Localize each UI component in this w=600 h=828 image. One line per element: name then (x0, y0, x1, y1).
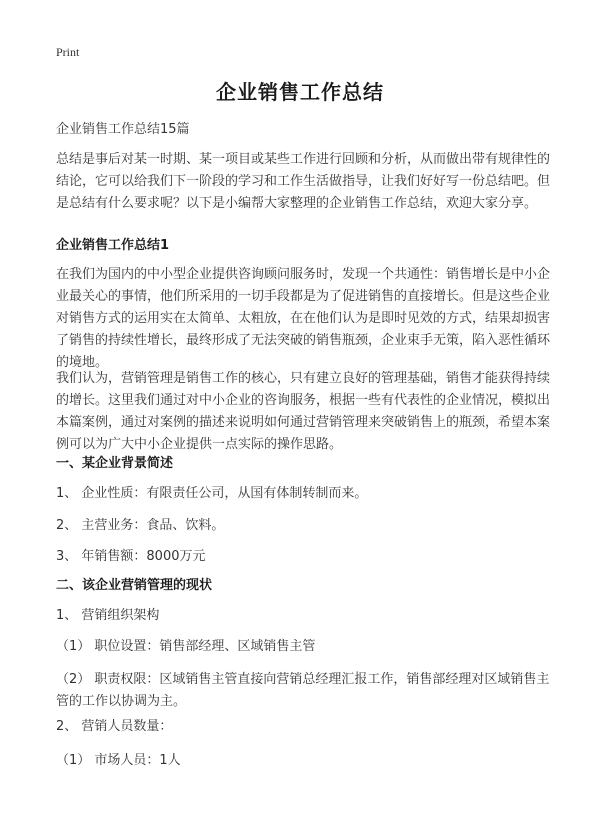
intro-paragraph: 总结是事后对某一时期、某一项目或某些工作进行回顾和分析，从而做出带有规律性的结论，它可以给我们下一阶段的学习和工作生活做指导，让我们好好写一份总结吧。但是总结有什么要求呢？以下是小编帮大家整理的企业销售工作总结，欢迎大家分享。 (56, 152, 551, 211)
page-title: 企业销售工作总结 (216, 80, 384, 104)
subheading-background: 一、某企业背景简述 (56, 456, 174, 471)
list-item: 1、 营销组织架构 (56, 608, 160, 623)
list-item: 1、 企业性质：有限责任公司，从国有体制转制而来。 (56, 486, 368, 501)
list-item: 3、 年销售额：8000万元 (56, 549, 206, 564)
section-heading: 企业销售工作总结1 (56, 238, 170, 253)
list-item: 2、 营销人员数量： (56, 719, 173, 734)
list-item: （2） 职责权限：区域销售主管直接向营销总经理汇报工作，销售部经理对区域销售主管的工作以协调为主。 (56, 672, 550, 709)
body-paragraph-2: 我们认为，营销管理是销售工作的核心，只有建立良好的管理基础，销售才能获得持续的增长。这里我们通过对中小企业的咨询服务，根据一些有代表性的企业情况，模拟出本篇案例，通过对案例的描述来说明如何通过营销管理来突破销售上的瓶颈，希望本案例可以为广大中小企业提供一点实际的操作思路。 (56, 371, 551, 452)
list-item: （1） 市场人员：1人 (56, 753, 181, 768)
list-item: （1） 职位设置：销售部经理、区域销售主管 (56, 639, 316, 654)
list-item: 2、 主营业务：食品、饮料。 (56, 518, 225, 533)
print-link[interactable]: Print (56, 45, 80, 59)
subheading-marketing-status: 二、该企业营销管理的现状 (56, 578, 213, 593)
document-subtitle: 企业销售工作总结15篇 (56, 122, 190, 137)
body-paragraph-1: 在我们为国内的中小型企业提供咨询顾问服务时，发现一个共通性：销售增长是中小企业最关心的事情，他们所采用的一切手段都是为了促进销售的直接增长。但是这些企业对销售方式的运用实在太简单、太粗放，在在他们认为是即时见效的方式，结果却损害了销售的持续性增长，最终形成了无法突破的销售瓶颈，企业束手无策，陷入恶性循环的境地。 (56, 267, 551, 370)
